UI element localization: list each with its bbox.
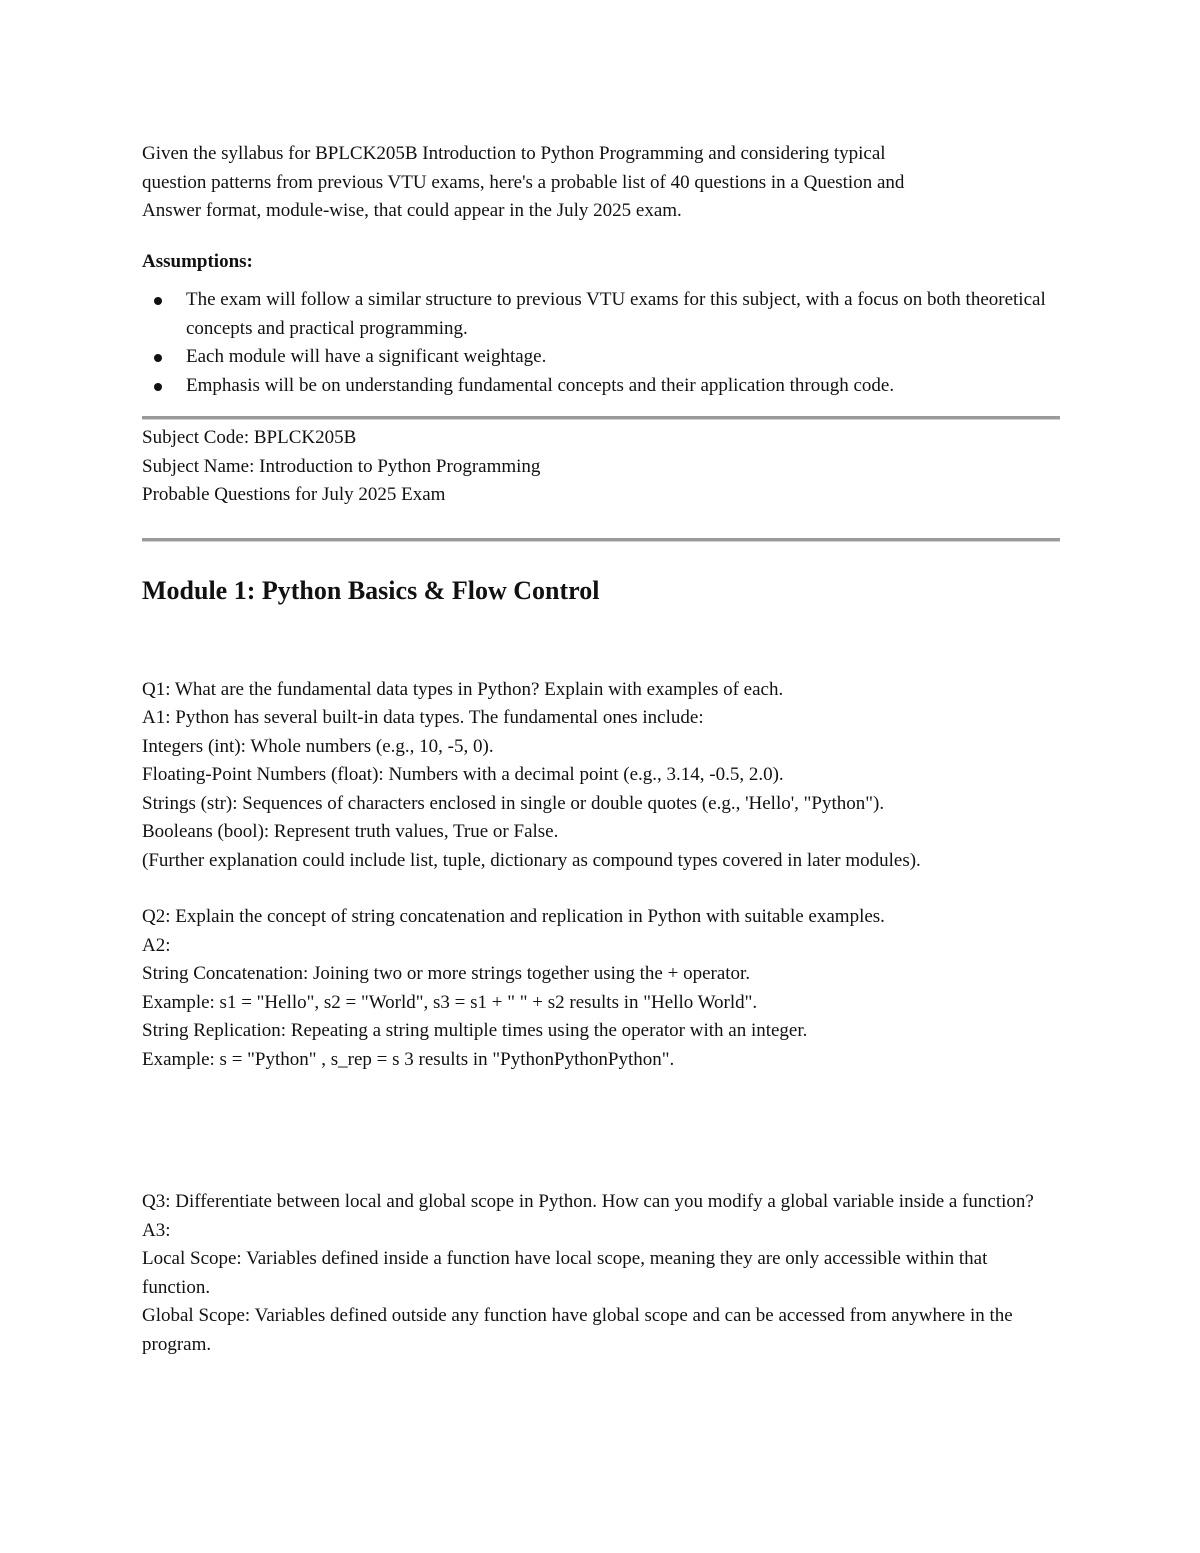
question: Q1: What are the fundamental data types in Python? Explain with examples of each. bbox=[142, 678, 784, 700]
answer-line: Integers (int): Whole numbers (e.g., 10, -5, 0). bbox=[142, 735, 494, 757]
list-item bbox=[142, 286, 1060, 343]
answer-line: Global Scope: Variables defined outside any function have global scope and can be accessed from anywhere in the program. bbox=[142, 1305, 1013, 1355]
assumptions-heading: Assumptions: bbox=[142, 250, 253, 272]
intro-line: Given the syllabus for BPLCK205B Introduction to Python Programming and considering typical bbox=[142, 143, 886, 164]
answer-line: Booleans (bool): Represent truth values, True or False. bbox=[142, 821, 559, 842]
module-heading: Module 1: Python Basics & Flow Control bbox=[142, 575, 600, 605]
answer-line: A3: bbox=[142, 1219, 171, 1241]
question: Q3: Differentiate between local and global scope in Python. How can you modify a global variable inside a function? bbox=[142, 1191, 1034, 1212]
answer-line: Local Scope: Variables defined inside a function have local scope, meaning they are only accessible within that function. bbox=[142, 1248, 988, 1298]
bullet-icon bbox=[154, 297, 162, 305]
bullet-icon bbox=[154, 383, 162, 391]
qa-block-q2 bbox=[142, 903, 1060, 1074]
intro-line: Answer format, module-wise, that could appear in the July 2025 exam. bbox=[142, 200, 682, 221]
list-item-text: Emphasis will be on understanding fundamental concepts and their application through code. bbox=[186, 374, 895, 396]
answer-line: Example: s = "Python" , s_rep = s 3 results in "PythonPythonPython". bbox=[142, 1048, 675, 1070]
intro-paragraph bbox=[142, 140, 1060, 226]
answer-line: String Concatenation: Joining two or more strings together using the + operator. bbox=[142, 963, 751, 984]
list-item-text: Each module will have a significant weightage. bbox=[186, 346, 547, 367]
answer-line: Floating-Point Numbers (float): Numbers with a decimal point (e.g., 3.14, -0.5, 2.0). bbox=[142, 764, 784, 785]
horizontal-divider bbox=[142, 538, 1060, 542]
assumptions-list bbox=[142, 286, 1060, 400]
question: Q2: Explain the concept of string concatenation and replication in Python with suitable examples. bbox=[142, 906, 885, 927]
answer-line: A1: Python has several built-in data types. The fundamental ones include: bbox=[142, 707, 704, 728]
intro-line: question patterns from previous VTU exams, here's a probable list of 40 questions in a Question and bbox=[142, 171, 905, 193]
answer-line: A2: bbox=[142, 934, 171, 956]
exam-title: Probable Questions for July 2025 Exam bbox=[142, 484, 446, 505]
list-item bbox=[142, 343, 1060, 372]
subject-code: Subject Code: BPLCK205B bbox=[142, 427, 357, 448]
subject-name: Subject Name: Introduction to Python Programming bbox=[142, 455, 541, 477]
answer-line: (Further explanation could include list, tuple, dictionary as compound types covered in later modules). bbox=[142, 849, 921, 871]
bullet-icon bbox=[154, 354, 162, 362]
horizontal-divider bbox=[142, 416, 1060, 420]
answer-line: Example: s1 = "Hello", s2 = "World", s3 = s1 + " " + s2 results in "Hello World". bbox=[142, 991, 758, 1013]
document-page bbox=[142, 140, 1060, 1359]
list-item-text: The exam will follow a similar structure to previous VTU exams for this subject, with a focus on both theoretical concepts and practical programming. bbox=[186, 289, 1046, 339]
answer-line: Strings (str): Sequences of characters enclosed in single or double quotes (e.g., 'Hello', "Python"). bbox=[142, 792, 885, 814]
subject-info bbox=[142, 424, 1060, 510]
qa-block-q1 bbox=[142, 676, 1060, 876]
qa-block-q3 bbox=[142, 1188, 1060, 1359]
list-item bbox=[142, 372, 1060, 401]
answer-line: String Replication: Repeating a string multiple times using the operator with an integer. bbox=[142, 1020, 808, 1041]
